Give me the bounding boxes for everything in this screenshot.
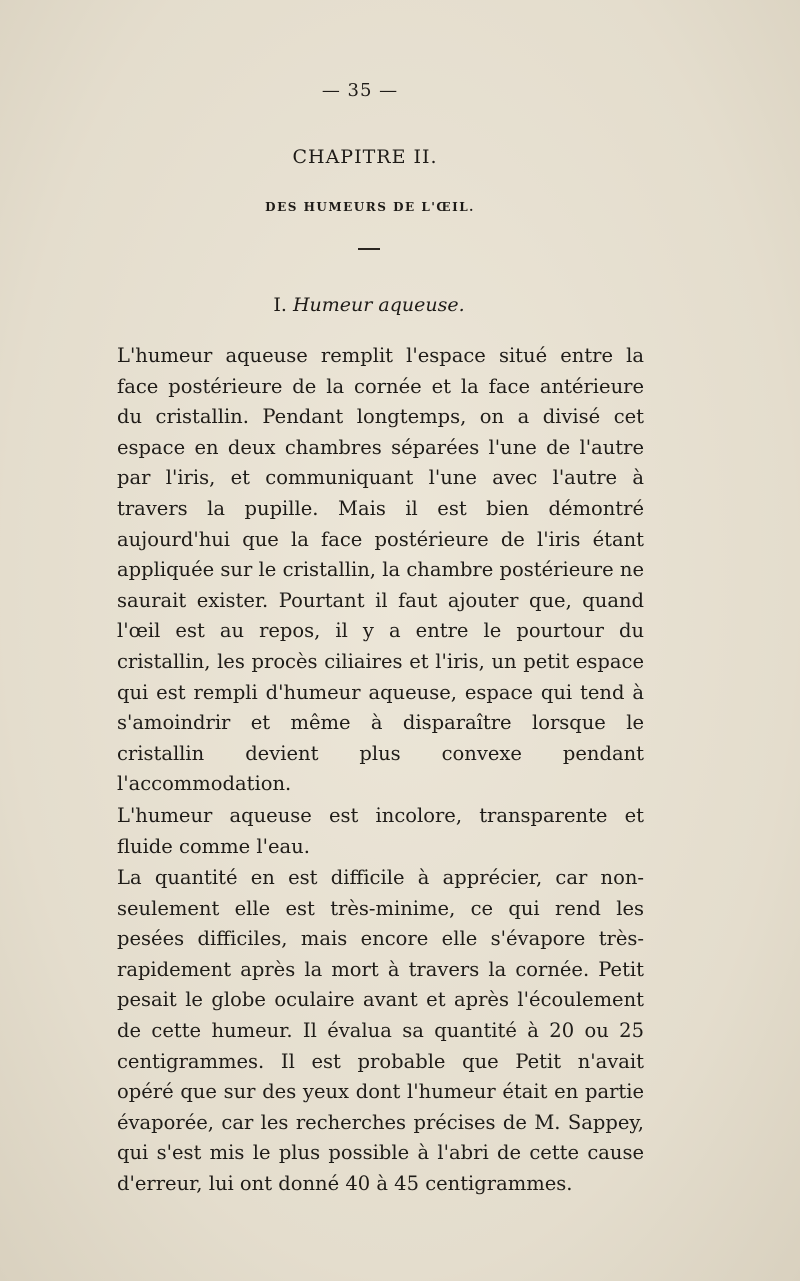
section-title: Humeur aqueuse. [292,294,465,316]
chapter-subtitle: DES HUMEURS DE L'ŒIL. [265,200,475,214]
chapter-heading: CHAPITRE II. [292,146,438,168]
page-number: — 35 — [321,80,399,101]
section-number: I. [273,294,287,316]
paragraph: L'humeur aqueuse remplit l'espace situé entre la face postérieure de la cornée et la face antérieure du cristallin. Pendant longtemps, on a divisé cet espace en deux chambres séparées l'une de l'autre par l'iris, et communiquant l'une avec l'autre à travers la pupille. Mais il est bien démontré aujourd'hui que la face postérieure de l'iris étant appliquée sur le cristallin, la chambre postérieure ne saurait exister. Pourtant il faut ajouter que, quand l'œil est au repos, il y a entre le pourtour du cristallin, les procès ciliaires et l'iris, un petit espace qui est rempli d'humeur aqueuse, espace qui tend à s'amoindrir et même à disparaître lorsque le cristallin devient plus convexe pendant l'accommodation. [117,344,644,796]
section-divider [358,248,380,250]
body-text [117,341,644,1200]
paragraph: L'humeur aqueuse est incolore, transparente et fluide comme l'eau. [117,803,644,858]
section-heading [0,294,738,316]
paragraph: La quantité en est difficile à apprécier, car non-seulement elle est très-minime, ce qui rend les pesées difficiles, mais encore elle s'évapore très-rapidement après la mort à travers la cornée. Petit pesait le globe oculaire avant et après l'écoulement de cette humeur. Il évalua sa quantité à 20 ou 25 centigrammes. Il est probable que Petit n'avait opéré que sur des yeux dont l'humeur était en partie évaporée, car les recherches précises de M. Sappey, qui s'est mis le plus possible à l'abri de cette cause d'erreur, lui ont donné 40 à 45 centigrammes. [117,866,644,1196]
